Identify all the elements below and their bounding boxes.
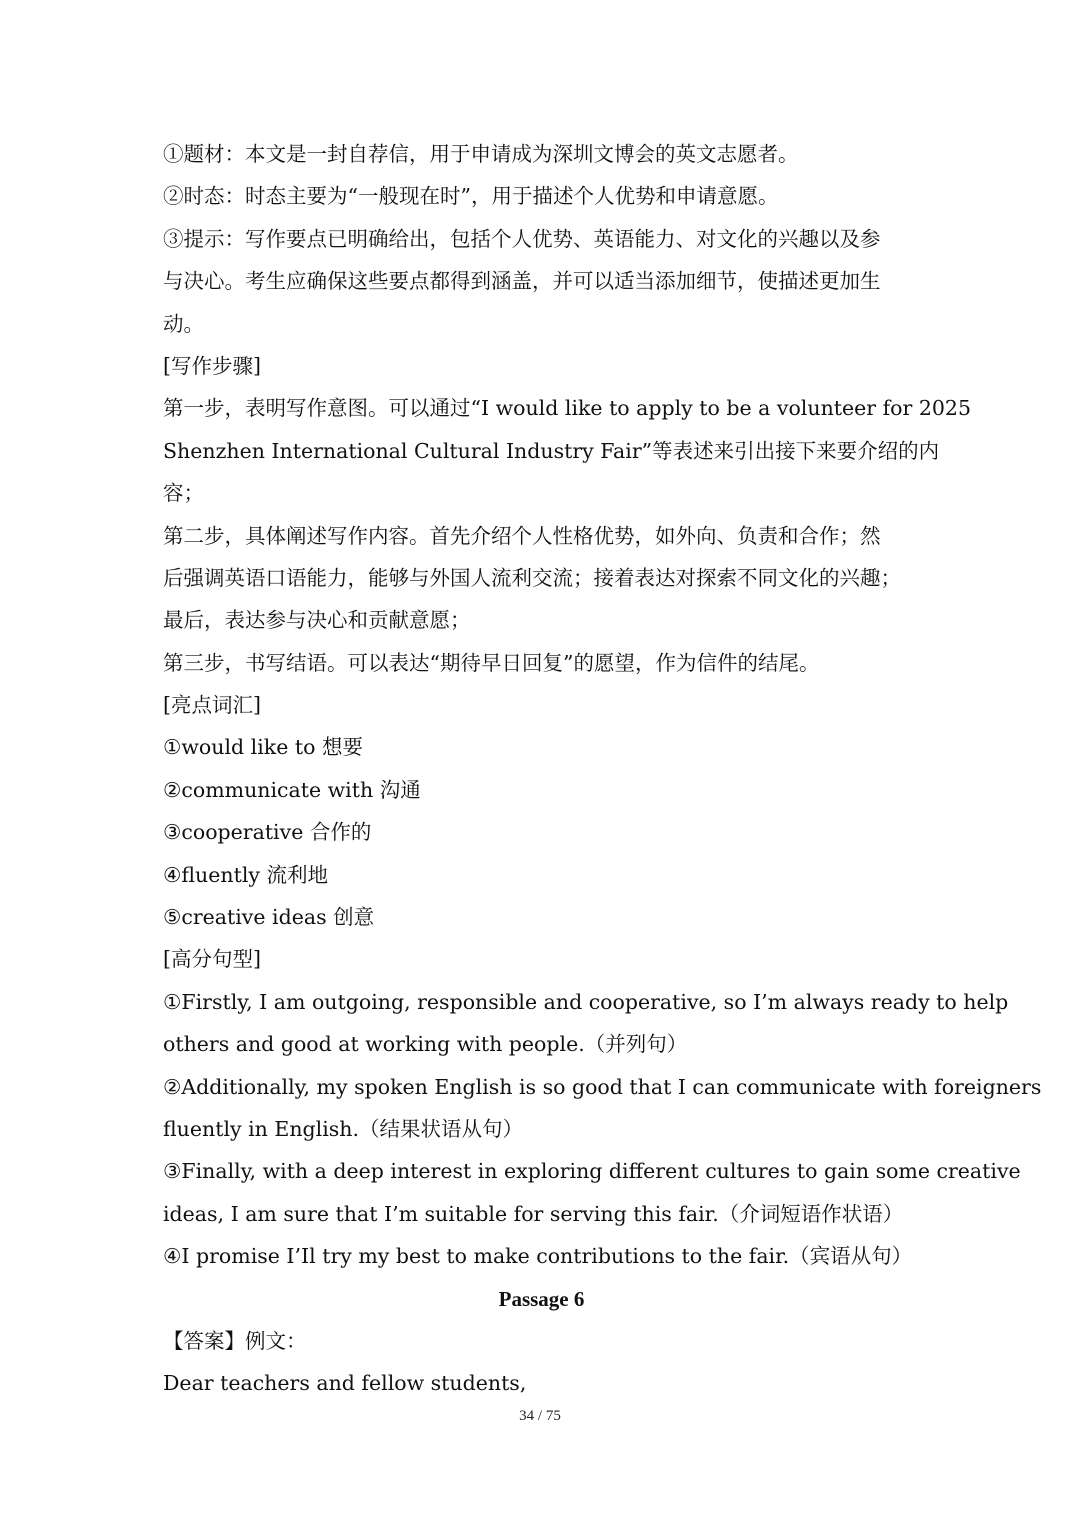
vocab-item: ③cooperative 合作的 xyxy=(163,820,372,845)
sentence-item: ideas, I am sure that I’m suitable for serving this fair.（介词短语作状语） xyxy=(163,1201,904,1226)
document-body xyxy=(163,133,1042,1405)
vocab-item: ⑤creative ideas 创意 xyxy=(163,905,375,930)
sentence-item: ③Finally, with a deep interest in exploring different cultures to gain some creative xyxy=(163,1159,1021,1184)
passage-title: Passage 6 xyxy=(498,1286,585,1311)
vocab-item: ①would like to 想要 xyxy=(163,735,363,760)
text-line: 容； xyxy=(163,481,204,506)
text-line: ①题材：本文是一封自荐信，用于申请成为深圳文博会的英文志愿者。 xyxy=(163,142,799,166)
text-line: 第一步，表明写作意图。可以通过“I would like to apply to be a volunteer for 2025 xyxy=(163,396,972,421)
answer-label: 【答案】例文： xyxy=(163,1328,307,1353)
text-line: 动。 xyxy=(163,311,204,336)
text-line: ②时态：时态主要为“一般现在时”，用于描述个人优势和申请意愿。 xyxy=(163,184,779,209)
sentence-item: fluently in English.（结果状语从句） xyxy=(163,1116,524,1141)
section-heading-vocabulary: [亮点词汇] xyxy=(163,693,261,718)
text-line: ③提示：写作要点已明确给出，包括个人优势、英语能力、对文化的兴趣以及参 xyxy=(163,226,881,251)
text-line: Shenzhen International Cultural Industry Fair”等表述来引出接下来要介绍的内 xyxy=(163,438,940,463)
sentence-item: others and good at working with people.（并列句） xyxy=(163,1032,688,1057)
section-heading-sentence-patterns: [高分句型] xyxy=(163,947,261,972)
vocab-item: ④fluently 流利地 xyxy=(163,862,328,887)
letter-salutation: Dear teachers and fellow students, xyxy=(163,1371,527,1396)
page-number: 34 / 75 xyxy=(519,1408,561,1424)
section-heading-writing-steps: [写作步骤] xyxy=(163,353,261,378)
sentence-item: ④I promise I’Il try my best to make contributions to the fair.（宾语从句） xyxy=(163,1244,913,1269)
sentence-item: ②Additionally, my spoken English is so good that I can communicate with foreigners xyxy=(163,1074,1042,1099)
text-line: 最后，表达参与决心和贡献意愿； xyxy=(163,608,471,633)
text-line: 后强调英语口语能力，能够与外国人流利交流；接着表达对探索不同文化的兴趣； xyxy=(163,565,901,590)
text-line: 与决心。考生应确保这些要点都得到涵盖，并可以适当添加细节，使描述更加生 xyxy=(163,269,881,294)
text-line: 第二步，具体阐述写作内容。首先介绍个人性格优势，如外向、负责和合作；然 xyxy=(163,523,881,548)
text-line: 第三步，书写结语。可以表达“期待早日回复”的愿望，作为信件的结尾。 xyxy=(163,650,820,675)
sentence-item: ①Firstly, I am outgoing, responsible and cooperative, so I’m always ready to help xyxy=(163,989,1009,1014)
vocab-item: ②communicate with 沟通 xyxy=(163,777,421,802)
